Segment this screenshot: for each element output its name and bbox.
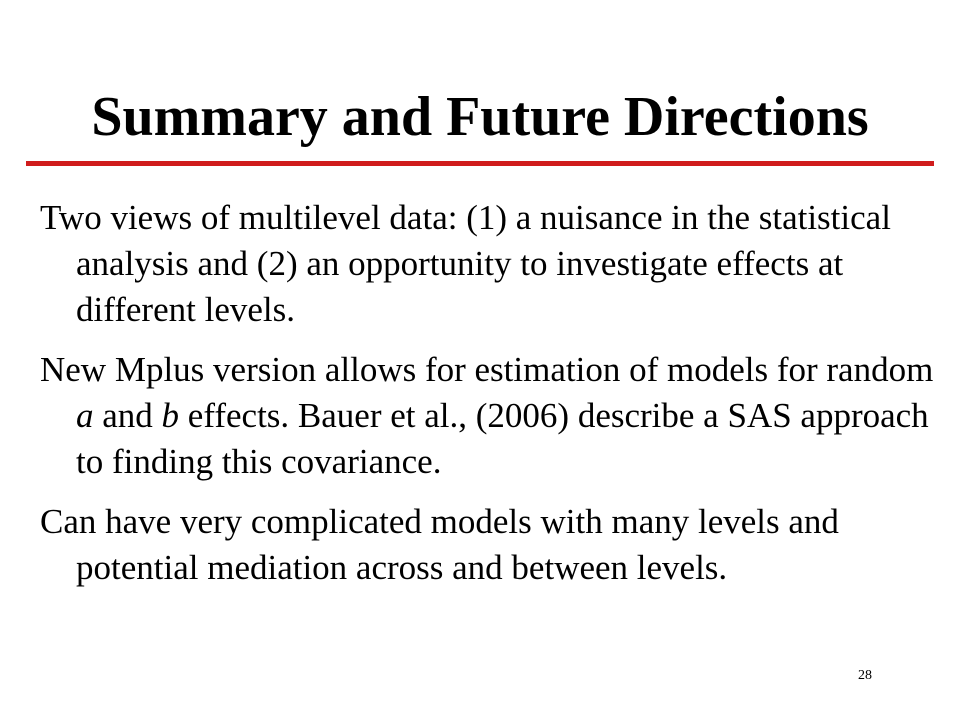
paragraph-text: and [93, 396, 162, 435]
paragraph-mplus-version [40, 347, 950, 485]
italic-b: b [161, 396, 180, 435]
paragraph-text: New Mplus version allows for estimation of models for random [40, 350, 934, 389]
paragraph-complicated-models: Can have very complicated models with many levels and potential mediation across and between levels. [40, 502, 839, 587]
page-number: 28 [858, 668, 872, 683]
paragraph-text: effects. Bauer et al., (2006) describe a SAS approach to finding this covariance. [76, 396, 929, 481]
paragraph-multilevel-views: Two views of multilevel data: (1) a nuisance in the statistical analysis and (2) an opportunity to investigate effects at different levels. [40, 198, 891, 329]
slide-title: Summary and Future Directions [91, 86, 869, 148]
slide-body [40, 195, 950, 591]
italic-a: a [76, 396, 94, 435]
title-underline [26, 161, 934, 166]
